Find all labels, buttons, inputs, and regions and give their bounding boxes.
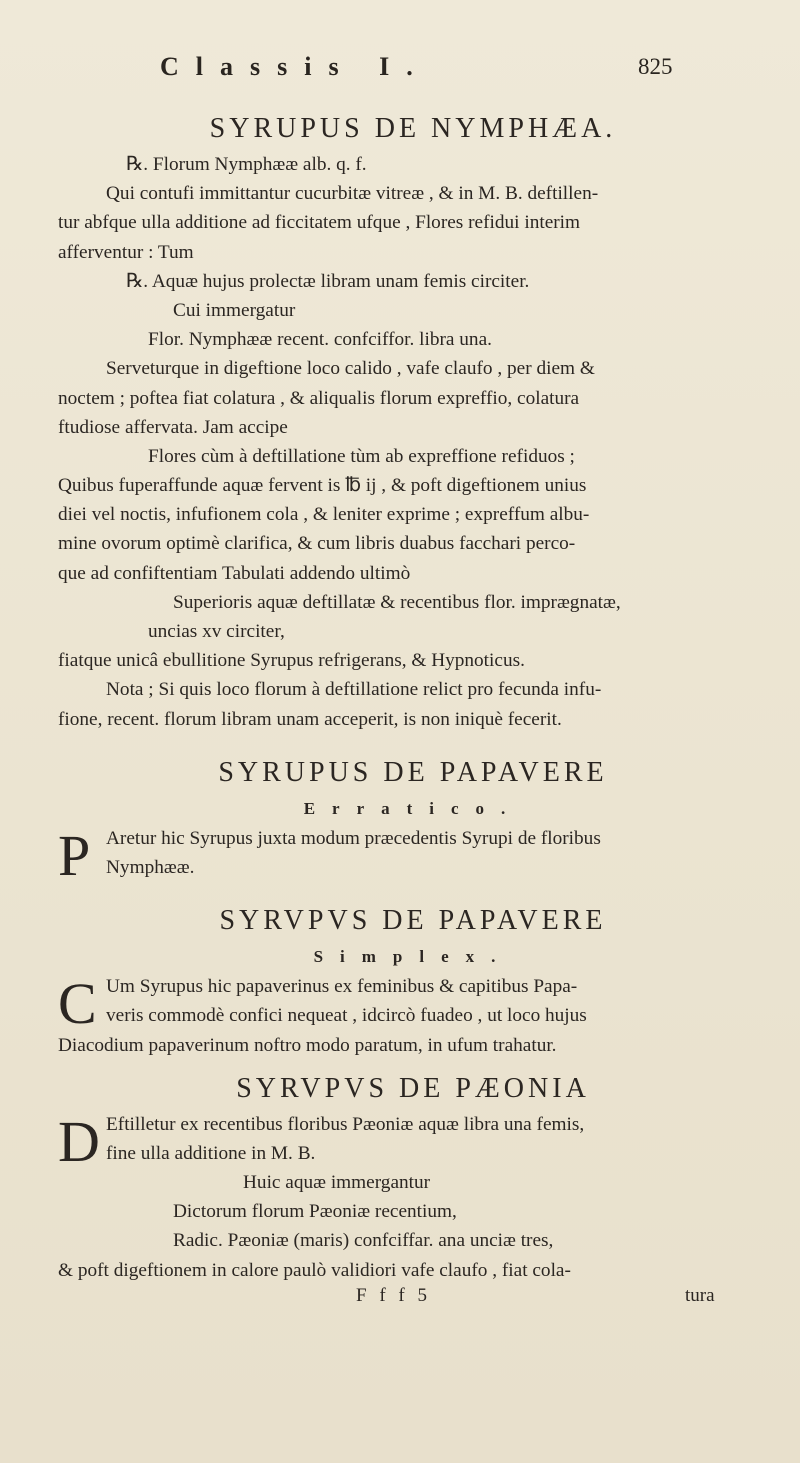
drop-cap: C: [58, 971, 97, 1037]
paragraph-papavere-erratico: [58, 822, 768, 888]
running-head: [0, 52, 800, 92]
text-line: mine ovorum optimè clarifica, & cum libris duabus facchari perco-: [58, 533, 576, 555]
section-subheading-simplex: Simplex.: [313, 947, 513, 967]
text-line: Quibus fuperaffunde aquæ fervent is ℔ ij , & poft digeftionem unius: [58, 475, 587, 497]
section-subheading-erratico: Erratico.: [303, 798, 523, 818]
text-line: Flor. Nymphææ recent. confciffor. libra una.: [148, 329, 492, 351]
text-line: ℞. Aquæ hujus prolectæ libram unam femis circiter.: [126, 270, 530, 292]
page-text: [58, 108, 768, 1314]
text-line: fiatque unicâ ebullitione Syrupus refrigerans, & Hypnoticus.: [58, 650, 525, 672]
text-line: veris commodè confici nequeat , idcircò fuadeo , ut loco hujus: [106, 1005, 587, 1027]
drop-cap: P: [58, 822, 91, 888]
text-line: Serveturque in digeftione loco calido , vafe claufo , per diem &: [106, 358, 595, 380]
signature-mark: F f f 5: [356, 1284, 431, 1306]
paragraph-paeonia: [58, 1110, 768, 1285]
text-line: Aretur hic Syrupus juxta modum præcedentis Syrupi de floribus: [106, 827, 601, 849]
text-line: Dictorum florum Pæoniæ recentium,: [173, 1201, 457, 1223]
text-line: tur abfque ulla additione ad ficcitatem ufque , Flores refidui interim: [58, 212, 581, 234]
text-line: Eftilletur ex recentibus floribus Pæoniæ aquæ libra una femis,: [106, 1113, 585, 1135]
section-heading-papavere-erratico: SYRUPUS DE PAPAVERE: [218, 756, 608, 788]
text-line: diei vel noctis, infufionem cola , & leniter exprime ; expreffum albu-: [58, 504, 590, 526]
section-heading-paeonia: SYRVPVS DE PÆONIA: [236, 1072, 590, 1104]
catchword: tura: [685, 1284, 715, 1306]
text-line: Um Syrupus hic papaverinus ex feminibus & capitibus Papa-: [106, 976, 578, 998]
section-heading-nymphaea: SYRUPUS DE NYMPHÆA.: [209, 113, 617, 144]
text-line: Nymphææ.: [106, 856, 195, 878]
text-line: afferventur : Tum: [58, 241, 194, 263]
text-line: fine ulla additione in M. B.: [106, 1142, 316, 1164]
running-title: Classis I.: [160, 52, 430, 81]
text-line: Radic. Pæoniæ (maris) confciffar. ana unciæ tres,: [173, 1230, 554, 1252]
page-footer: [58, 1285, 768, 1314]
text-line: fione, recent. florum libram unam acceperit, is non iniquè fecerit.: [58, 708, 562, 730]
text-line: Nota ; Si quis loco florum à deftillatione relict pro fecunda infu-: [106, 679, 602, 701]
page-number: 825: [638, 54, 673, 79]
text-line: ℞. Florum Nymphææ alb. q. f.: [126, 154, 367, 175]
text-line: & poft digeftionem in calore paulò validiori vafe claufo , fiat cola-: [58, 1259, 571, 1281]
text-line: ftudiose affervata. Jam accipe: [58, 416, 288, 438]
text-line: Flores cùm à deftillatione tùm ab expreffione refiduos ;: [148, 445, 575, 467]
text-line: Superioris aquæ deftillatæ & recentibus flor. imprægnatæ,: [173, 591, 621, 613]
text-line: noctem ; poftea fiat colatura , & aliqualis florum expreffio, colatura: [58, 387, 580, 409]
section-heading-papavere-simplex: SYRVPVS DE PAPAVERE: [219, 905, 607, 937]
text-line: que ad confiftentiam Tabulati addendo ultimò: [58, 562, 411, 584]
text-line: Qui contufi immittantur cucurbitæ vitreæ , & in M. B. deftillen-: [106, 183, 599, 205]
text-line: Huic aquæ immergantur: [243, 1172, 431, 1194]
text-line: Diacodium papaverinum noftro modo paratum, in ufum trahatur.: [58, 1034, 557, 1056]
paragraph-papavere-simplex: [58, 972, 768, 1060]
drop-cap: D: [58, 1108, 100, 1174]
text-line: uncias xv circiter,: [148, 621, 285, 642]
text-line: Cui immergatur: [173, 299, 296, 321]
